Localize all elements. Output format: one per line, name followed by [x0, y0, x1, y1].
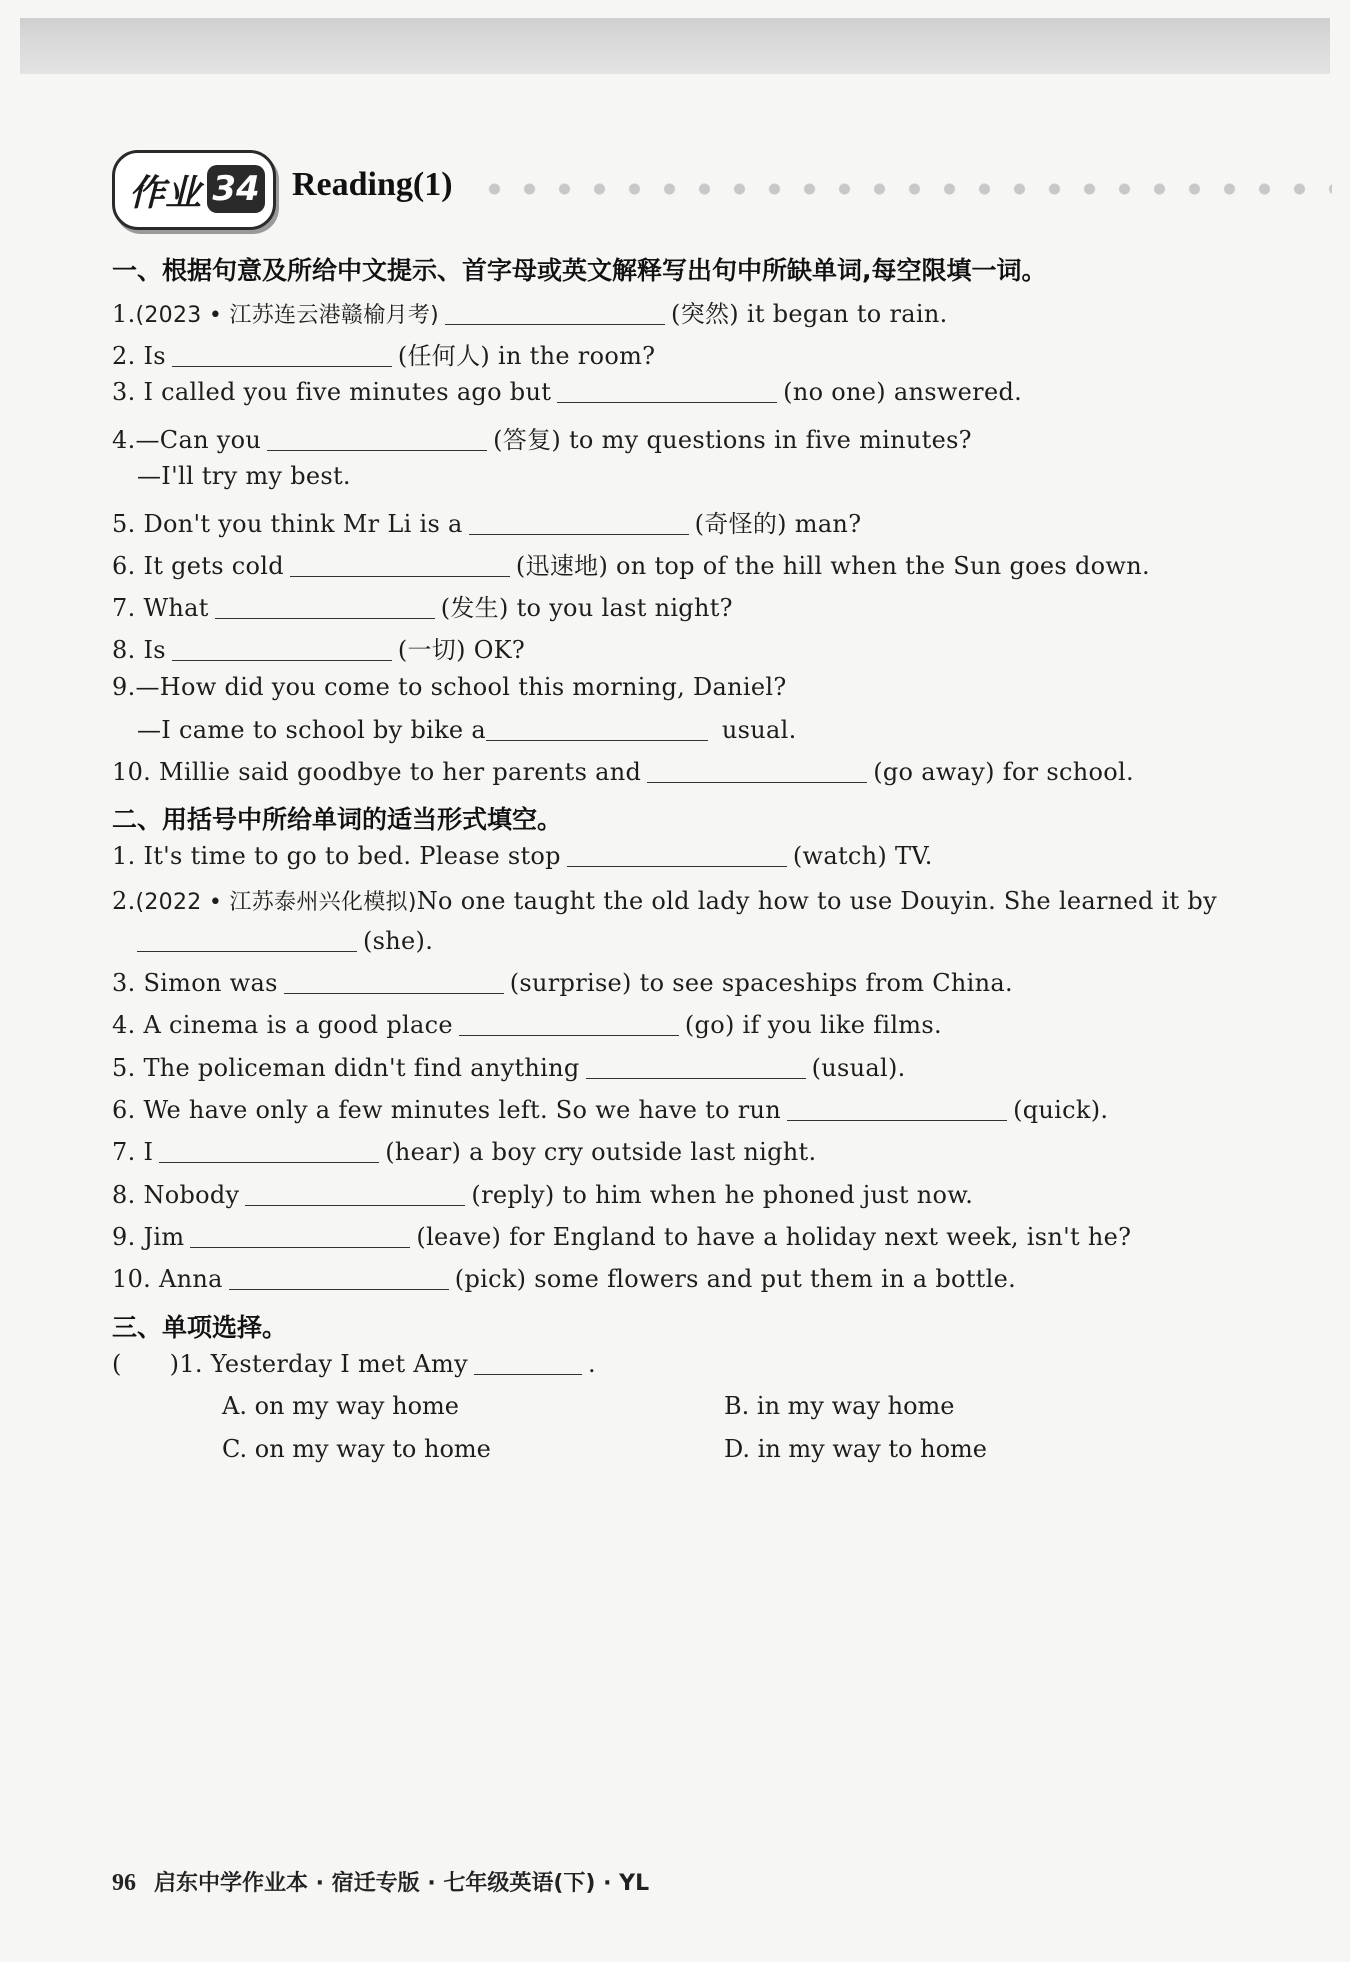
s2-item-2: [112, 885, 1217, 916]
page-number: 96: [112, 1870, 136, 1896]
option-d[interactable]: D. in my way to home: [724, 1435, 987, 1463]
item-source: (2022 • 江苏泰州兴化模拟): [135, 890, 417, 915]
item-number: 6.: [112, 1096, 136, 1124]
item-number: 1.: [112, 842, 136, 870]
item-text-before: Millie said goodbye to her parents and: [159, 758, 642, 786]
answer-blank[interactable]: [586, 1054, 806, 1079]
lesson-title: Reading(1): [292, 166, 453, 203]
answer-blank[interactable]: [245, 1181, 465, 1206]
item-hint-text: (hear) a boy cry outside last night.: [385, 1138, 817, 1166]
item-number: 9.: [112, 1223, 136, 1251]
s2-item-8: [112, 1181, 973, 1209]
s1-item-10: [112, 758, 1134, 786]
item-text-before: It gets cold: [143, 552, 284, 580]
answer-blank[interactable]: [159, 1138, 379, 1163]
item-number: 3.: [112, 378, 136, 406]
item-text-before: We have only a few minutes left. So we have to run: [143, 1096, 782, 1124]
footer-book-title: 启东中学作业本 · 宿迁专版 · 七年级英语(下) · YL: [154, 1871, 650, 1896]
answer-blank[interactable]: [567, 842, 787, 867]
answer-bracket-open: (: [112, 1350, 122, 1378]
s2-item-9: [112, 1223, 1131, 1251]
badge-label: 作业: [129, 173, 202, 214]
item-hint-text: (go) if you like films.: [684, 1011, 942, 1039]
s1-item-7: [112, 588, 733, 623]
item-number: 4.: [112, 426, 136, 454]
item-number: 8.: [112, 1181, 136, 1209]
answer-blank[interactable]: [445, 300, 665, 325]
section-3-title: 三、单项选择。: [112, 1313, 288, 1342]
item-hint-text: (发生) to you last night?: [440, 594, 733, 622]
item-hint-text: (no one) answered.: [783, 378, 1023, 406]
item-text-before: No one taught the old lady how to use Douyin. She learned it by: [416, 887, 1217, 915]
item-hint-text: usual.: [721, 716, 797, 744]
item-number: 9.: [112, 673, 136, 701]
item-text-before: Nobody: [143, 1181, 240, 1209]
question-stem: Yesterday I met Amy: [210, 1350, 468, 1378]
s1-item-9-reply: [137, 716, 797, 744]
item-hint-text: (突然) it began to rain.: [671, 300, 948, 328]
item-text-before: The policeman didn't find anything: [143, 1054, 580, 1082]
item-number: 7.: [112, 594, 136, 622]
s1-item-6: [112, 546, 1150, 581]
answer-blank[interactable]: [172, 342, 392, 367]
item-hint-text: (答复) to my questions in five minutes?: [493, 426, 972, 454]
answer-blank[interactable]: [215, 594, 435, 619]
item-number: 2.: [112, 887, 136, 915]
item-hint-text: (一切) OK?: [397, 636, 526, 664]
s2-item-4: [112, 1011, 942, 1039]
s2-item-7: [112, 1138, 816, 1166]
answer-blank[interactable]: [267, 426, 487, 451]
item-hint-text: (usual).: [811, 1054, 906, 1082]
answer-blank[interactable]: [469, 510, 689, 535]
item-text-before: It's time to go to bed. Please stop: [143, 842, 561, 870]
section-2-title: 二、用括号中所给单词的适当形式填空。: [112, 805, 563, 834]
item-number: 10.: [112, 758, 152, 786]
item-text-before: A cinema is a good place: [143, 1011, 453, 1039]
s1-item-3: [112, 378, 1022, 406]
answer-blank[interactable]: [474, 1350, 582, 1375]
item-hint-text: (pick) some flowers and put them in a bottle.: [454, 1265, 1017, 1293]
item-text-before: —How did you come to school this morning, Daniel?: [135, 673, 787, 701]
item-hint-text: (任何人) in the room?: [397, 342, 656, 370]
item-hint-text: (迅速地) on top of the hill when the Sun goes down.: [515, 552, 1150, 580]
item-text-before: Simon was: [143, 969, 278, 997]
s3-question-1: [112, 1350, 596, 1378]
item-text-before: Anna: [159, 1265, 223, 1293]
item-source: (2023 • 江苏连云港赣榆月考): [135, 303, 440, 328]
option-a[interactable]: A. on my way home: [222, 1392, 459, 1420]
item-hint-text: (go away) for school.: [873, 758, 1134, 786]
answer-blank[interactable]: [290, 552, 510, 577]
item-text-before: What: [143, 594, 209, 622]
item-hint-text: (奇怪的) man?: [694, 510, 862, 538]
item-text-before: —I came to school by bike a: [137, 716, 486, 744]
s1-item-1: [112, 294, 948, 329]
s2-item-6: [112, 1096, 1108, 1124]
answer-blank[interactable]: [557, 378, 777, 403]
page-footer: [112, 1866, 649, 1897]
badge-number: 34: [207, 165, 265, 213]
s1-item-9: [112, 673, 787, 701]
item-text-before: I: [143, 1138, 154, 1166]
item-text-before: I called you five minutes ago but: [143, 378, 552, 406]
item-number: 3.: [112, 969, 136, 997]
answer-blank[interactable]: [172, 636, 392, 661]
item-number: 4.: [112, 1011, 136, 1039]
item-number: 5.: [112, 1054, 136, 1082]
item-number: 5.: [112, 510, 136, 538]
item-text-before: —Can you: [135, 426, 262, 454]
s2-item-5: [112, 1054, 906, 1082]
s2-item-10: [112, 1265, 1016, 1293]
section-1-title: 一、根据句意及所给中文提示、首字母或英文解释写出句中所缺单词,每空限填一词。: [112, 256, 1047, 285]
s2-item-1: [112, 842, 933, 870]
item-hint-text: (watch) TV.: [792, 842, 933, 870]
item-text-before: —I'll try my best.: [137, 462, 351, 490]
item-number: 6.: [112, 552, 136, 580]
option-c[interactable]: C. on my way to home: [222, 1435, 491, 1463]
item-hint-text: (she).: [363, 927, 434, 955]
s1-item-4-reply: [137, 462, 351, 490]
answer-blank[interactable]: [284, 969, 504, 994]
s1-item-5: [112, 504, 861, 539]
item-number: 10.: [112, 1265, 152, 1293]
item-text-before: Is: [143, 342, 166, 370]
item-number: 2.: [112, 342, 136, 370]
s2-item-3: [112, 969, 1013, 997]
answer-blank[interactable]: [137, 927, 357, 952]
question-end: .: [587, 1350, 596, 1378]
item-number: 8.: [112, 636, 136, 664]
answer-blank[interactable]: [787, 1096, 1007, 1121]
answer-blank[interactable]: [229, 1265, 449, 1290]
item-text-before: Jim: [143, 1223, 185, 1251]
s2-item-2-cont: [137, 927, 433, 955]
question-number: )1.: [169, 1350, 203, 1378]
answer-blank[interactable]: [486, 716, 708, 741]
item-number: 1.: [112, 300, 136, 328]
answer-blank[interactable]: [647, 758, 867, 783]
s1-item-8: [112, 630, 525, 665]
item-text-before: Is: [143, 636, 166, 664]
s1-item-2: [112, 336, 655, 371]
item-text-before: Don't you think Mr Li is a: [143, 510, 463, 538]
item-hint-text: (quick).: [1013, 1096, 1109, 1124]
s1-item-4: [112, 420, 972, 455]
item-hint-text: (surprise) to see spaceships from China.: [509, 969, 1013, 997]
answer-blank[interactable]: [459, 1011, 679, 1036]
item-hint-text: (leave) for England to have a holiday next week, isn't he?: [416, 1223, 1132, 1251]
answer-blank[interactable]: [190, 1223, 410, 1248]
option-b[interactable]: B. in my way home: [724, 1392, 955, 1420]
item-hint-text: (reply) to him when he phoned just now.: [471, 1181, 974, 1209]
item-number: 7.: [112, 1138, 136, 1166]
